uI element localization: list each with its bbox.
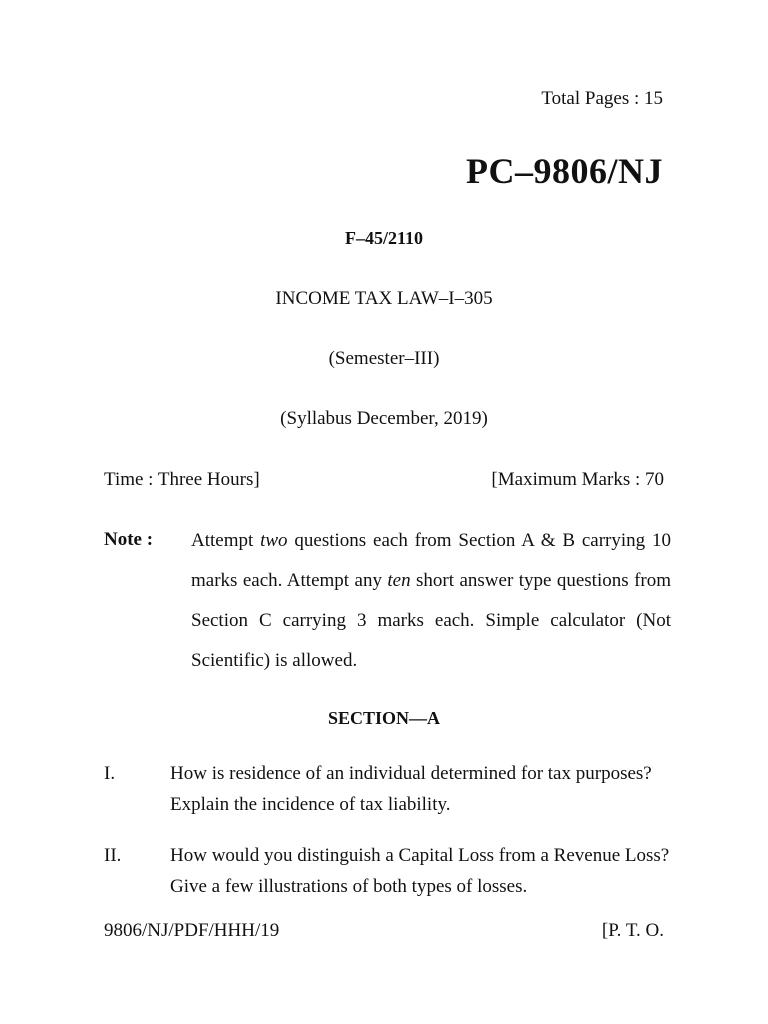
form-code: F–45/2110 — [344, 228, 423, 248]
note-label: Note : — [104, 529, 154, 550]
question-number: II. — [104, 845, 122, 866]
note-emphasis-ten: ten — [387, 570, 411, 591]
maximum-marks: [Maximum Marks : 70 — [491, 469, 664, 490]
page-turn-over: [P. T. O. — [601, 920, 664, 941]
syllabus: (Syllabus December, 2019) — [280, 408, 488, 429]
note-part-2: questions each from Section A & B carrying 10 marks each. Attempt any — [191, 530, 671, 591]
footer-code: 9806/NJ/PDF/HHH/19 — [104, 920, 280, 941]
semester: (Semester–III) — [328, 348, 440, 369]
note-part-1: Attempt — [191, 530, 261, 551]
section-heading: SECTION—A — [327, 708, 441, 728]
note-text — [191, 521, 671, 681]
question-text: How is residence of an individual determined for tax purposes? Explain the incidence of tax liability. — [170, 763, 652, 815]
note-emphasis-two: two — [260, 530, 288, 551]
subject-title: INCOME TAX LAW–I–305 — [275, 288, 493, 309]
paper-code: PC–9806/NJ — [466, 151, 663, 191]
question-number: I. — [104, 763, 116, 784]
exam-time: Time : Three Hours] — [104, 469, 260, 490]
note-part-3: short answer type questions from Section C carrying 3 marks each. Simple calculator (Not Scientific) is allowed. — [191, 570, 671, 671]
total-pages: Total Pages : 15 — [541, 88, 663, 109]
question-text: How would you distinguish a Capital Loss from a Revenue Loss? Give a few illustrations of both types of losses. — [170, 845, 670, 897]
